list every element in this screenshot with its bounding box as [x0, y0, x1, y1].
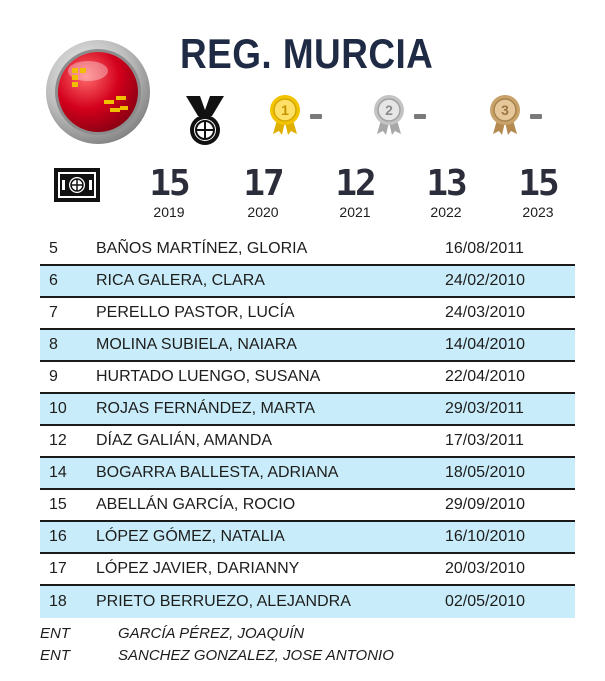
player-name: ROJAS FERNÁNDEZ, MARTA	[96, 400, 315, 417]
player-number: 16	[49, 528, 67, 545]
player-number: 10	[49, 400, 67, 417]
table-row	[40, 426, 575, 458]
player-name: HURTADO LUENGO, SUSANA	[96, 368, 321, 385]
coaching-staff	[40, 622, 575, 666]
staff-row	[40, 622, 575, 644]
table-row	[40, 394, 575, 426]
player-birthdate: 20/03/2010	[445, 560, 526, 577]
staff-row	[40, 644, 575, 666]
player-number: 8	[49, 336, 58, 353]
table-row	[40, 586, 575, 618]
participants-count: 12	[335, 163, 375, 204]
player-name: RICA GALERA, CLARA	[96, 272, 265, 289]
player-name: LÓPEZ JAVIER, DARIANNY	[96, 560, 300, 577]
player-birthdate: 02/05/2010	[445, 593, 526, 610]
table-row	[40, 234, 575, 266]
table-row	[40, 522, 575, 554]
bronze-medal-count	[530, 114, 542, 119]
player-name: BOGARRA BALLESTA, ADRIANA	[96, 464, 339, 481]
player-birthdate: 16/08/2011	[445, 240, 524, 257]
player-number: 18	[49, 593, 67, 610]
table-row	[40, 266, 575, 298]
gold-medal-count	[310, 114, 322, 119]
player-birthdate: 29/03/2011	[445, 400, 524, 417]
player-number: 17	[49, 560, 67, 577]
table-row	[40, 458, 575, 490]
player-birthdate: 17/03/2011	[445, 432, 524, 449]
player-number: 15	[49, 496, 67, 513]
team-title: REG. MURCIA	[180, 30, 434, 77]
player-name: PRIETO BERRUEZO, ALEJANDRA	[96, 593, 351, 610]
player-number: 6	[49, 272, 58, 289]
history-2023	[503, 164, 573, 220]
player-name: PERELLO PASTOR, LUCÍA	[96, 304, 295, 321]
year-label: 2021	[339, 204, 371, 220]
silver-medal-count	[414, 114, 426, 119]
player-name: LÓPEZ GÓMEZ, NATALIA	[96, 528, 285, 545]
player-birthdate: 29/09/2010	[445, 496, 526, 513]
table-row	[40, 362, 575, 394]
participants-count: 13	[426, 163, 466, 204]
year-label: 2020	[247, 204, 279, 220]
player-number: 5	[49, 240, 58, 257]
player-number: 9	[49, 368, 58, 385]
gold-medal-rank: 1	[281, 102, 289, 118]
roster-table	[40, 234, 575, 618]
staff-name: SANCHEZ GONZALEZ, JOSE ANTONIO	[118, 646, 394, 664]
player-name: BAÑOS MARTÍNEZ, GLORIA	[96, 240, 308, 257]
bronze-medal-icon	[488, 94, 522, 136]
staff-role: ENT	[40, 646, 70, 664]
staff-name: GARCÍA PÉREZ, JOAQUÍN	[118, 624, 305, 642]
player-number: 7	[49, 304, 58, 321]
bronze-medal-rank: 3	[501, 102, 509, 118]
player-name: MOLINA SUBIELA, NAIARA	[96, 336, 297, 353]
silver-medal-icon	[372, 94, 406, 136]
player-birthdate: 22/04/2010	[445, 368, 526, 385]
history-2022	[411, 164, 481, 220]
table-row	[40, 298, 575, 330]
year-label: 2023	[522, 204, 554, 220]
player-birthdate: 18/05/2010	[445, 464, 526, 481]
table-row	[40, 554, 575, 586]
silver-medal-rank: 2	[385, 102, 393, 118]
basketball-court-icon	[52, 166, 102, 204]
gold-medal-icon	[268, 94, 302, 136]
history-2020	[228, 164, 298, 220]
player-number: 14	[49, 464, 67, 481]
year-label: 2019	[153, 204, 185, 220]
player-birthdate: 24/03/2010	[445, 304, 526, 321]
history-2019	[134, 164, 204, 220]
participants-count: 17	[243, 163, 283, 204]
championships-medal-icon	[180, 94, 230, 148]
region-emblem	[44, 38, 152, 146]
player-birthdate: 16/10/2010	[445, 528, 526, 545]
participants-count: 15	[149, 163, 189, 204]
player-birthdate: 14/04/2010	[445, 336, 526, 353]
participants-count: 15	[518, 163, 558, 204]
player-name: DÍAZ GALIÁN, AMANDA	[96, 432, 273, 449]
table-row	[40, 490, 575, 522]
player-birthdate: 24/02/2010	[445, 272, 526, 289]
staff-role: ENT	[40, 624, 70, 642]
player-number: 12	[49, 432, 67, 449]
year-label: 2022	[430, 204, 462, 220]
player-name: ABELLÁN GARCÍA, ROCIO	[96, 496, 296, 513]
table-row	[40, 330, 575, 362]
history-2021	[320, 164, 390, 220]
